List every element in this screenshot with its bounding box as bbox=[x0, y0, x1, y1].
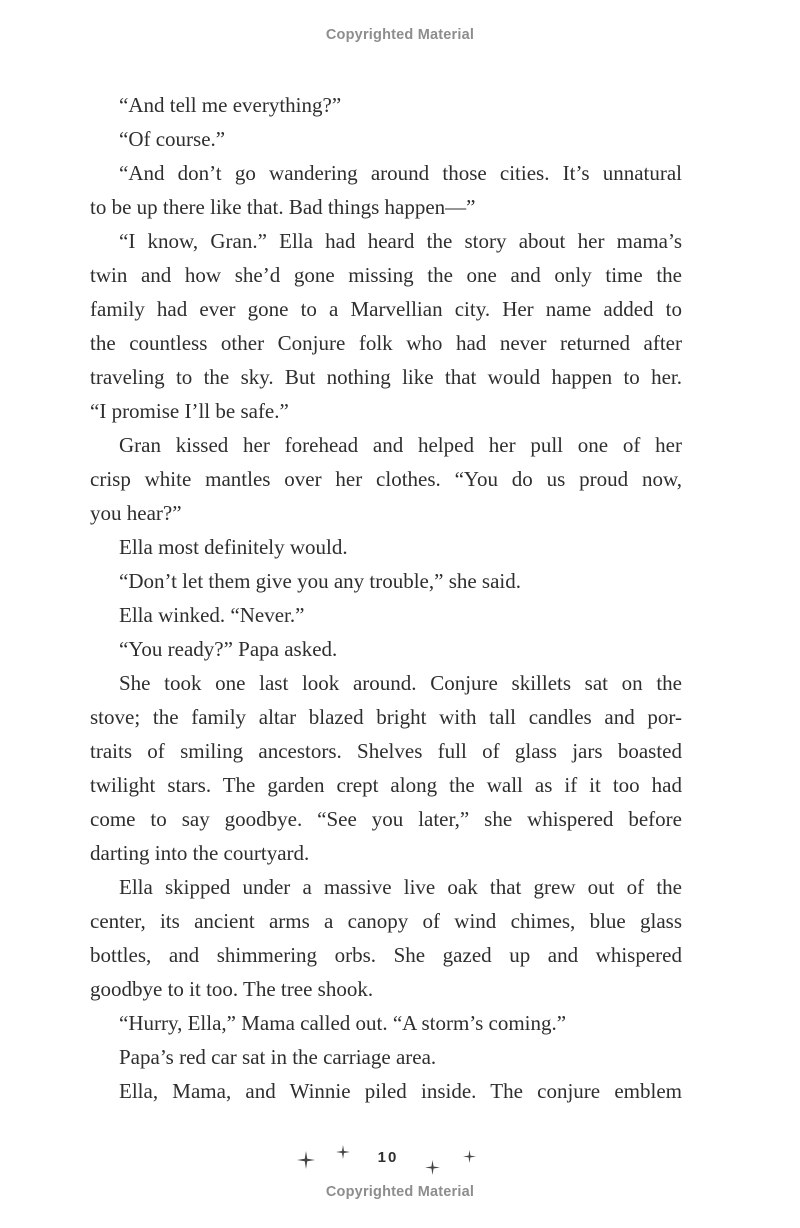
text-line: “And tell me everything?” bbox=[119, 93, 342, 117]
text-line: “I know, Gran.” Ella had heard the story about her mama’s bbox=[119, 229, 682, 253]
page-number: 10 bbox=[377, 1149, 399, 1166]
text-line: bottles, and shimmering orbs. She gazed up and whispered bbox=[90, 943, 682, 967]
text-line: to be up there like that. Bad things happen—” bbox=[90, 195, 476, 219]
text-line: you hear?” bbox=[90, 501, 182, 525]
text-line: “Don’t let them give you any trouble,” she said. bbox=[119, 569, 522, 593]
text-line: Ella winked. “Never.” bbox=[119, 603, 305, 627]
text-line: “Of course.” bbox=[119, 127, 226, 151]
text-line: traveling to the sky. But nothing like that would happen to her. bbox=[90, 365, 682, 389]
sparkle-icon bbox=[336, 1145, 350, 1159]
text-line: “Hurry, Ella,” Mama called out. “A storm’s coming.” bbox=[119, 1011, 567, 1035]
text-line: come to say goodbye. “See you later,” she whispered before bbox=[90, 807, 682, 831]
sparkle-icon bbox=[425, 1160, 440, 1175]
text-line: family had ever gone to a Marvellian city. Her name added to bbox=[90, 297, 682, 321]
text-line: “And don’t go wandering around those cities. It’s unnatural bbox=[119, 161, 682, 185]
text-line: “You ready?” Papa asked. bbox=[119, 637, 338, 661]
text-line: Gran kissed her forehead and helped her pull one of her bbox=[119, 433, 682, 457]
sparkle-icon bbox=[297, 1151, 315, 1169]
text-line: crisp white mantles over her clothes. “You do us proud now, bbox=[90, 467, 682, 491]
text-block bbox=[90, 88, 682, 1108]
text-line: She took one last look around. Conjure skillets sat on the bbox=[119, 671, 682, 695]
copyright-notice-bottom: Copyrighted Material bbox=[325, 1184, 475, 1200]
text-line: Ella, Mama, and Winnie piled inside. The conjure emblem bbox=[119, 1079, 682, 1103]
text-line: the countless other Conjure folk who had never returned after bbox=[90, 331, 682, 355]
text-line: Papa’s red car sat in the carriage area. bbox=[119, 1045, 437, 1069]
copyright-notice-top: Copyrighted Material bbox=[325, 27, 475, 43]
text-line: stove; the family altar blazed bright with tall candles and por- bbox=[90, 705, 682, 729]
text-line: twilight stars. The garden crept along the wall as if it too had bbox=[90, 773, 682, 797]
text-line: traits of smiling ancestors. Shelves full of glass jars boasted bbox=[90, 739, 682, 763]
text-line: twin and how she’d gone missing the one and only time the bbox=[90, 263, 682, 287]
text-line: Ella skipped under a massive live oak that grew out of the bbox=[119, 875, 682, 899]
text-line: goodbye to it too. The tree shook. bbox=[90, 977, 374, 1001]
text-line: center, its ancient arms a canopy of wind chimes, blue glass bbox=[90, 909, 682, 933]
text-line: Ella most definitely would. bbox=[119, 535, 348, 559]
sparkle-icon bbox=[463, 1150, 476, 1163]
text-line: darting into the courtyard. bbox=[90, 841, 310, 865]
text-line: “I promise I’ll be safe.” bbox=[90, 399, 289, 423]
